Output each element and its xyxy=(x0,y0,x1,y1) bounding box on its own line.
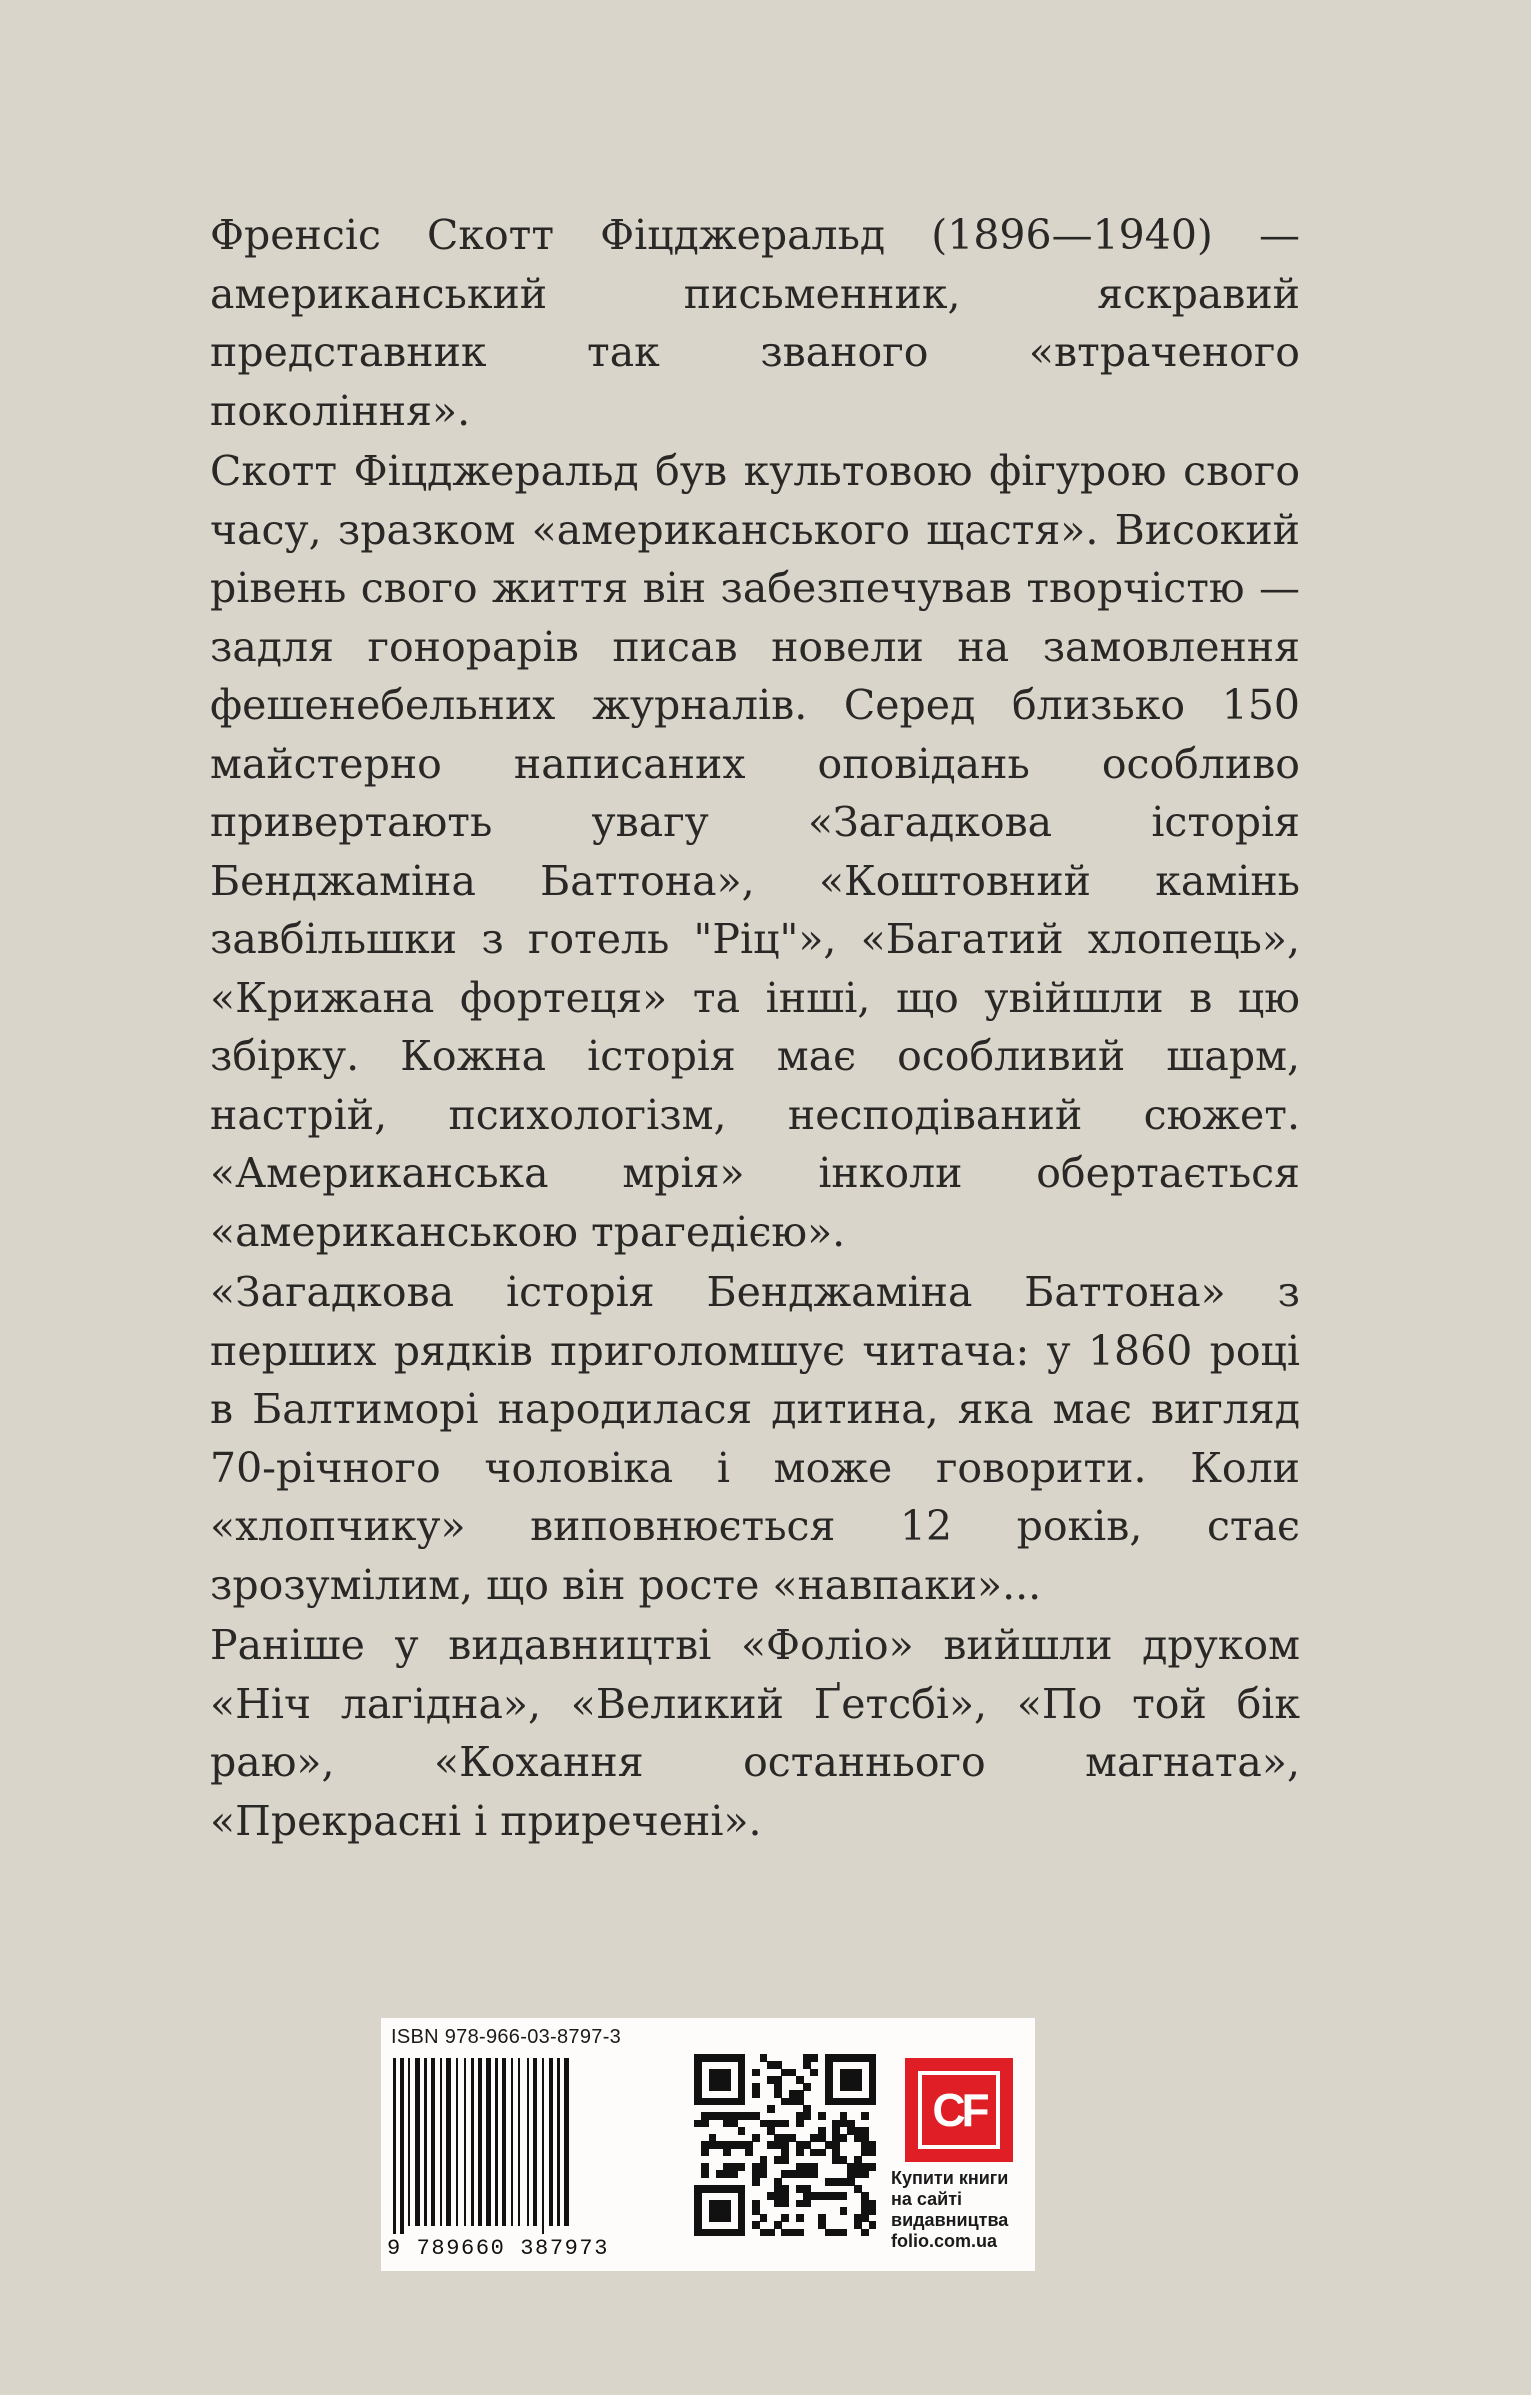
qr-code[interactable] xyxy=(694,2054,876,2236)
qr-module xyxy=(818,2149,826,2157)
barcode-bar xyxy=(564,2058,569,2226)
qr-module xyxy=(752,2134,760,2142)
buy-line: на сайті xyxy=(891,2189,963,2209)
qr-module xyxy=(723,2149,731,2157)
qr-module xyxy=(760,2214,768,2222)
qr-module xyxy=(869,2221,877,2229)
qr-module xyxy=(745,2149,753,2157)
barcode xyxy=(393,2058,683,2234)
qr-module xyxy=(810,2054,818,2062)
qr-module xyxy=(752,2090,760,2098)
barcode-bar xyxy=(533,2058,537,2226)
barcode-bar xyxy=(393,2058,396,2234)
qr-module xyxy=(723,2083,731,2091)
qr-module xyxy=(869,2207,877,2215)
isbn-info-box xyxy=(381,2018,1035,2271)
barcode-bar xyxy=(424,2058,427,2226)
buy-line: Купити книги xyxy=(891,2168,1009,2188)
barcode-bar xyxy=(431,2058,435,2226)
barcode-bar xyxy=(502,2058,506,2226)
qr-module xyxy=(803,2083,811,2091)
publisher-website-link[interactable]: folio.com.ua xyxy=(891,2231,998,2251)
paragraph-cult-figure: Скотт Фіцджеральд був культовою фігурою свого часу, зразком «американського щастя». Високий рівень свого життя він забезпечував творчістю — задля гонорарів писав новели на замовлення фешенебельних журналів. Серед близько 150 майстерно написаних оповідань особливо привертають увагу «Загадкова історія Бенджаміна Баттона», «Коштовний камінь завбільшки з готель "Ріц"», «Багатий хлопець», «Крижана фортеця» та інші, що увійшли в цю збірку. Кожна історія має особливий шарм, настрій, психологізм, несподіваний сюжет. «Американська мрія» інколи обертається «американською трагедією». xyxy=(210,447,1300,1256)
barcode-bar xyxy=(478,2058,482,2226)
qr-module xyxy=(810,2170,818,2178)
barcode-bar xyxy=(456,2058,458,2226)
isbn-label: ISBN 978-966-03-8797-3 xyxy=(391,2026,622,2048)
qr-module xyxy=(840,2207,848,2215)
qr-module xyxy=(738,2229,746,2237)
qr-module xyxy=(760,2170,768,2178)
barcode-digits: 9 789660 387973 xyxy=(387,2236,610,2261)
barcode-bar xyxy=(408,2058,410,2226)
qr-module xyxy=(803,2112,811,2120)
qr-module xyxy=(781,2200,789,2208)
qr-module xyxy=(861,2170,869,2178)
qr-module xyxy=(869,2163,877,2171)
qr-module xyxy=(730,2170,738,2178)
qr-module xyxy=(767,2105,775,2113)
qr-module xyxy=(861,2112,869,2120)
barcode-bar xyxy=(464,2058,466,2226)
qr-module xyxy=(840,2192,848,2200)
qr-module xyxy=(796,2214,804,2222)
qr-module xyxy=(723,2214,731,2222)
barcode-bar xyxy=(518,2058,520,2226)
qr-module xyxy=(869,2149,877,2157)
qr-module xyxy=(796,2149,804,2157)
barcode-bar xyxy=(511,2058,513,2226)
publisher-logo-mark: CF xyxy=(918,2071,1000,2149)
barcode-bar xyxy=(549,2058,553,2226)
qr-module xyxy=(861,2229,869,2237)
qr-module xyxy=(738,2098,746,2106)
qr-module xyxy=(840,2229,848,2237)
barcode-bar xyxy=(471,2058,474,2226)
barcode-bar xyxy=(486,2058,491,2226)
qr-module xyxy=(854,2083,862,2091)
paragraph-author-intro: Френсіс Скотт Фіцджеральд (1896—1940) — американський письменник, яскравий представник так званого «втраченого покоління». xyxy=(210,211,1300,435)
barcode-bar xyxy=(415,2058,420,2226)
annotation-text xyxy=(210,206,1300,1850)
barcode-bar xyxy=(446,2058,451,2226)
qr-module xyxy=(869,2098,877,2106)
qr-module xyxy=(818,2112,826,2120)
barcode-bar xyxy=(495,2058,498,2226)
qr-module xyxy=(796,2120,804,2128)
qr-module xyxy=(738,2163,746,2171)
buy-line: видавництва xyxy=(891,2210,1009,2230)
qr-module xyxy=(781,2156,789,2164)
qr-module xyxy=(796,2229,804,2237)
qr-module xyxy=(752,2178,760,2186)
qr-module xyxy=(701,2120,709,2128)
qr-module xyxy=(701,2149,709,2157)
barcode-bar xyxy=(557,2058,560,2226)
barcode-bar xyxy=(542,2058,544,2234)
barcode-bar xyxy=(440,2058,442,2226)
qr-module xyxy=(810,2069,818,2077)
qr-module xyxy=(781,2120,789,2128)
barcode-bar xyxy=(400,2058,404,2234)
qr-module xyxy=(767,2229,775,2237)
paragraph-benjamin-button: «Загадкова історія Бенджаміна Баттона» з перших рядків приголомшує читача: у 1860 році в Балтиморі народилася дитина, яка має вигляд 70-річного чоловіка і може говорити. Коли «хлопчику» виповнюється 12 років, стає зрозумілим, що він росте «навпаки»... xyxy=(210,1268,1300,1609)
publisher-logo xyxy=(905,2058,1013,2162)
qr-module xyxy=(752,2069,760,2077)
qr-module xyxy=(840,2134,848,2142)
qr-module xyxy=(803,2200,811,2208)
qr-module xyxy=(738,2127,746,2135)
paragraph-other-editions: Раніше у видавництві «Фоліо» вийшли друком «Ніч лагідна», «Великий Ґетсбі», «По той бік раю», «Кохання останнього магната», «Прекрасні і приречені». xyxy=(210,1621,1300,1845)
qr-module xyxy=(781,2214,789,2222)
barcode-bar xyxy=(527,2058,529,2226)
buy-books-note xyxy=(891,2168,1031,2252)
qr-module xyxy=(701,2170,709,2178)
